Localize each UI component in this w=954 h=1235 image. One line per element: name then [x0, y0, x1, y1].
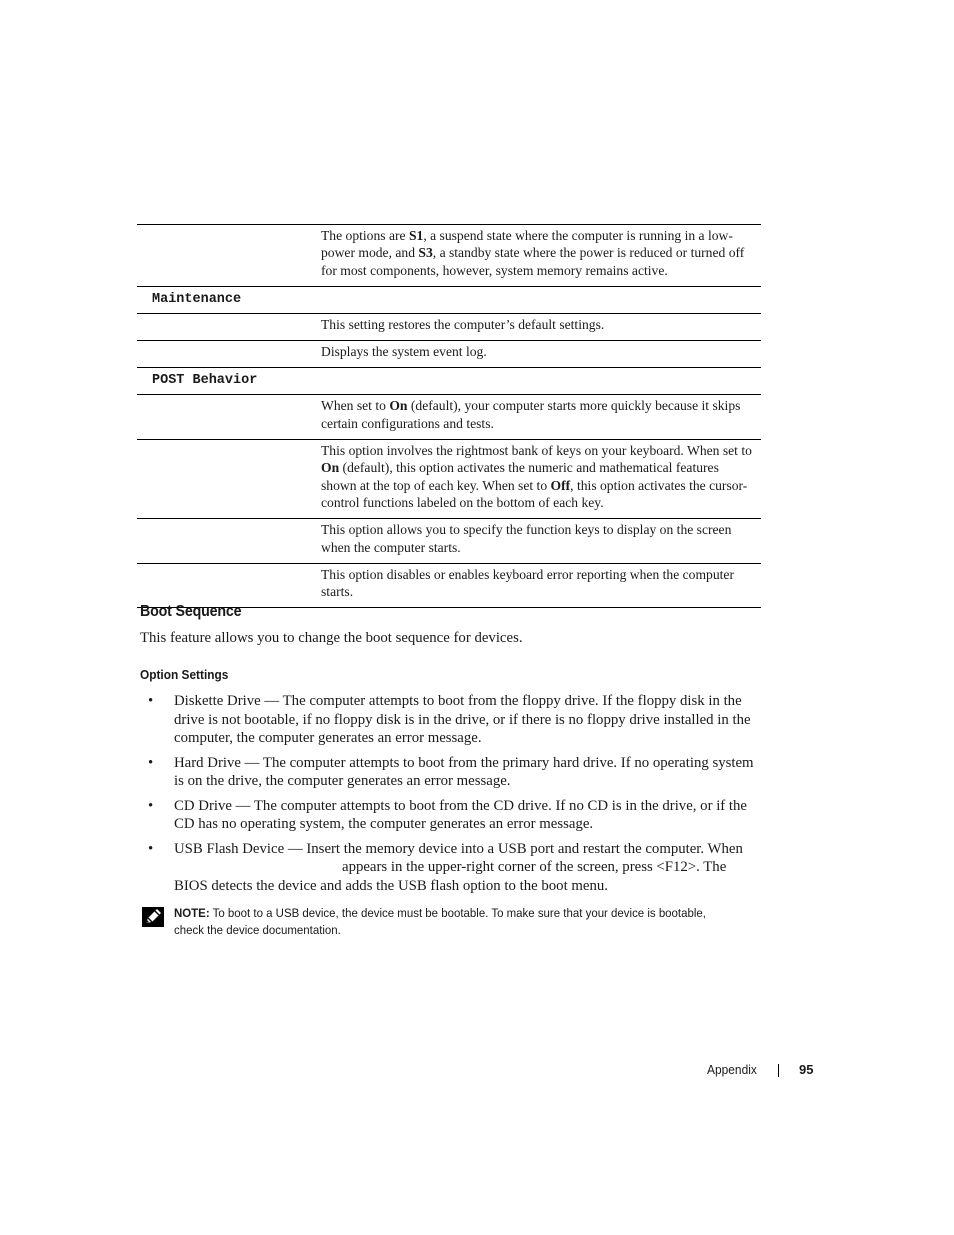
setting-name-cell	[137, 519, 315, 564]
section-maintenance: Maintenance	[137, 286, 761, 313]
list-item	[140, 692, 760, 748]
table-row	[137, 341, 761, 368]
setting-description: Displays the system event log.	[315, 341, 761, 368]
list-item	[140, 840, 760, 896]
setting-description: This option allows you to specify the function keys to display on the screen when the computer starts.	[315, 519, 761, 564]
boot-sequence-intro: This feature allows you to change the boot sequence for devices.	[140, 630, 523, 646]
bullet-text: The computer attempts to boot from the floppy drive. If the floppy disk in the drive is not bootable, if no floppy disk is in the drive, or if there is no floppy drive installed in the computer, the computer generates an error message.	[174, 693, 751, 746]
table-row	[137, 313, 761, 340]
boot-sequence-heading: Boot Sequence	[140, 603, 242, 620]
bullet-text: — The computer attempts to boot from the CD drive. If no CD is in the drive, or if the CD has no operating system, the computer generates an error message.	[174, 797, 748, 832]
footer-section-name: Appendix	[707, 1062, 757, 1077]
list-item	[140, 754, 760, 791]
setting-name-cell	[137, 341, 315, 368]
setting-name-cell	[137, 225, 315, 287]
setting-name-cell	[137, 563, 315, 608]
setting-description: This setting restores the computer’s default settings.	[315, 313, 761, 340]
bullet-text: Insert the memory device into a USB port and restart the computer. When	[302, 840, 743, 857]
bullet-text-continued: appears in the upper-right corner of the screen, press <F12>. The BIOS detects the device and adds the USB flash option to the boot menu.	[174, 859, 727, 894]
boot-options-list	[140, 692, 760, 901]
bullet-term: CD Drive	[174, 797, 232, 814]
bios-settings-table	[137, 224, 761, 608]
bullet-symbol: •	[148, 693, 154, 709]
table-row	[137, 225, 761, 287]
setting-name-cell	[137, 440, 315, 519]
note-body: To boot to a USB device, the device must be bootable. To make sure that your device is bootable, check the device documentation.	[174, 906, 706, 937]
pencil-note-icon	[142, 907, 164, 927]
table-row	[137, 395, 761, 440]
table-row	[137, 563, 761, 608]
setting-name-cell	[137, 313, 315, 340]
note-label: NOTE:	[174, 906, 210, 920]
bullet-term: Hard Drive	[174, 754, 241, 771]
table-row	[137, 519, 761, 564]
page-number: 95	[799, 1062, 814, 1077]
table-row	[137, 440, 761, 519]
setting-description: The options are S1, a suspend state where the computer is running in a low-power mode, and S3, a standby state where the power is reduced or turned off for most components, however, system memory remains active.	[321, 228, 745, 278]
section-post-behavior: POST Behavior	[137, 368, 761, 395]
setting-description: This option disables or enables keyboard error reporting when the computer starts.	[315, 563, 761, 608]
bullet-symbol: •	[148, 797, 154, 814]
option-settings-heading: Option Settings	[140, 667, 229, 682]
bullet-term: Diskette Drive —	[174, 693, 280, 709]
bullet-text: — The computer attempts to boot from the primary hard drive. If no operating system is on the drive, the computer generates an error message.	[174, 754, 754, 789]
bullet-symbol: •	[148, 754, 154, 771]
table-section-row	[137, 368, 761, 395]
setting-description: This option involves the rightmost bank of keys on your keyboard. When set to On (default), this option activates the numeric and mathematical features shown at the top of each key. When set to Off, this option activates the cursor-control functions labeled on the bottom of each key.	[315, 440, 761, 519]
bullet-symbol: •	[148, 840, 154, 857]
bullet-term: USB Flash Device —	[174, 840, 303, 857]
table-section-row	[137, 286, 761, 313]
note-text	[174, 905, 729, 939]
setting-description: When set to On (default), your computer starts more quickly because it skips certain configurations and tests.	[315, 395, 761, 440]
footer-separator	[778, 1064, 779, 1077]
list-item	[140, 797, 760, 834]
setting-name-cell	[137, 395, 315, 440]
